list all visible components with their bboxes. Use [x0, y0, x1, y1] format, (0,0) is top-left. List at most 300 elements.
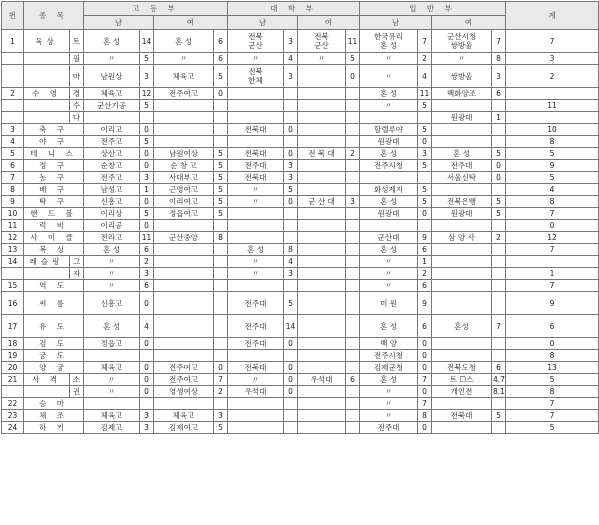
general-male-team: 〃: [360, 53, 418, 65]
general-female-team: [432, 338, 492, 350]
high-female-rank: 3: [214, 410, 228, 422]
general-male-team: 혼 성: [360, 88, 418, 100]
row-number: 15: [2, 280, 24, 292]
high-male-rank: 0: [140, 362, 154, 374]
high-male-rank: [140, 398, 154, 410]
general-female-team: [432, 220, 492, 232]
total-rank: 7: [506, 208, 599, 220]
general-male-rank: 11: [418, 88, 432, 100]
general-male-rank: 2: [418, 268, 432, 280]
high-female-rank: [214, 136, 228, 148]
general-female-rank: [492, 100, 506, 112]
general-male-team: 혼 성: [360, 374, 418, 386]
table-row: [2, 232, 599, 244]
univ-female-rank: [346, 88, 360, 100]
header-high-female: 여: [154, 16, 228, 30]
general-male-team: 할렐루야: [360, 124, 418, 136]
univ-male-school: 〃: [228, 374, 284, 386]
general-male-rank: 6: [418, 280, 432, 292]
univ-male-school: 〃: [228, 196, 284, 208]
general-female-team: 전북도청: [432, 362, 492, 374]
row-number: 24: [2, 422, 24, 434]
high-female-rank: 7: [214, 374, 228, 386]
high-male-school: [84, 398, 140, 410]
univ-male-school: 전주대: [228, 338, 284, 350]
univ-female-rank: [346, 350, 360, 362]
high-male-rank: 0: [140, 148, 154, 160]
univ-male-rank: 4: [284, 256, 298, 268]
event-name: 럭 비: [24, 220, 84, 232]
event-name: 유 도: [24, 315, 84, 338]
univ-male-rank: [284, 280, 298, 292]
general-male-rank: 5: [418, 184, 432, 196]
high-male-rank: 0: [140, 160, 154, 172]
high-male-school: 체육고: [84, 88, 140, 100]
general-female-team: 트 ☐스: [432, 374, 492, 386]
event-name: 사 이 클: [24, 232, 84, 244]
univ-female-rank: [346, 292, 360, 315]
high-female-school: 체육고: [154, 65, 214, 88]
header-general-male: 남: [360, 16, 432, 30]
general-male-rank: 4: [418, 65, 432, 88]
univ-male-school: [228, 208, 284, 220]
total-rank: 0: [506, 338, 599, 350]
univ-female-rank: 6: [346, 374, 360, 386]
high-male-school: 이리상: [84, 208, 140, 220]
univ-female-rank: [346, 244, 360, 256]
table-row: [2, 338, 599, 350]
univ-female-rank: 0: [346, 65, 360, 88]
high-male-school: 신흥고: [84, 292, 140, 315]
high-male-school: 정읍고: [84, 338, 140, 350]
general-male-rank: 0: [418, 208, 432, 220]
row-number: 19: [2, 350, 24, 362]
general-male-rank: 0: [418, 362, 432, 374]
univ-male-rank: 3: [284, 30, 298, 53]
event-sub: 트: [70, 30, 84, 53]
total-rank: 9: [506, 292, 599, 315]
table-row: [2, 374, 599, 386]
general-female-rank: [492, 292, 506, 315]
event-sub: 수: [70, 100, 84, 112]
high-male-school: 체육고: [84, 410, 140, 422]
header-university: 대 학 부: [228, 2, 360, 16]
total-rank: 8: [506, 386, 599, 398]
total-rank: 8: [506, 136, 599, 148]
event-name: 씨 름: [24, 292, 84, 315]
total-rank: 1: [506, 268, 599, 280]
univ-female-rank: 5: [346, 53, 360, 65]
total-rank: 13: [506, 362, 599, 374]
univ-male-school: 전주대: [228, 315, 284, 338]
event-name: 배 구: [24, 184, 84, 196]
table-row: [2, 256, 599, 268]
row-number: [2, 53, 24, 65]
high-female-rank: 5: [214, 184, 228, 196]
general-male-rank: [418, 172, 432, 184]
total-rank: 0: [506, 220, 599, 232]
general-female-rank: [492, 184, 506, 196]
row-number: 10: [2, 208, 24, 220]
general-female-rank: 5: [492, 196, 506, 208]
general-female-rank: 4.7: [493, 375, 505, 384]
univ-male-rank: 0: [284, 148, 298, 160]
total-rank: [506, 112, 599, 124]
high-female-rank: 0: [214, 362, 228, 374]
header-no: 번: [2, 2, 24, 30]
high-female-rank: 5: [214, 208, 228, 220]
row-number: [2, 65, 24, 88]
high-female-rank: [214, 244, 228, 256]
high-female-school: 정읍여고: [154, 208, 214, 220]
univ-male-rank: 3: [284, 268, 298, 280]
general-female-rank: 1: [492, 112, 506, 124]
row-number: 2: [2, 88, 24, 100]
univ-male-school: 〃: [228, 256, 284, 268]
high-male-school: [84, 350, 140, 362]
event-name: 수 영: [24, 88, 70, 100]
univ-male-school: 전북대: [228, 148, 284, 160]
univ-male-rank: 3: [284, 160, 298, 172]
high-male-school: 신흥고: [84, 196, 140, 208]
general-female-team: 전북대: [432, 410, 492, 422]
high-male-rank: 3: [140, 268, 154, 280]
high-female-rank: 2: [214, 386, 228, 398]
table-row: [2, 280, 599, 292]
general-female-rank: 7: [492, 30, 506, 53]
univ-female-school: [298, 112, 346, 124]
high-male-rank: 0: [140, 338, 154, 350]
row-number: 14: [2, 256, 24, 268]
high-female-school: [154, 220, 214, 232]
general-female-rank: 8.1: [493, 387, 505, 396]
general-male-team: 전주시청: [360, 160, 418, 172]
row-number: 21: [2, 374, 24, 386]
univ-male-rank: 0: [284, 124, 298, 136]
general-male-team: 〃: [360, 398, 418, 410]
event-name: 궁 도: [24, 350, 84, 362]
high-male-rank: 6: [140, 280, 154, 292]
general-female-team: 군산시청 쌍방울: [432, 30, 492, 53]
high-male-rank: 1: [140, 184, 154, 196]
event-name: 복 싱: [24, 244, 84, 256]
high-male-rank: 0: [140, 220, 154, 232]
event-name: 검 도: [24, 338, 84, 350]
table-row: [2, 184, 599, 196]
high-female-rank: 0: [214, 88, 228, 100]
univ-female-school: [298, 362, 346, 374]
general-male-team: 〃: [360, 100, 418, 112]
total-rank: 8: [506, 196, 599, 208]
general-male-team: [360, 172, 418, 184]
table-row: [2, 410, 599, 422]
event-name: [24, 386, 70, 398]
general-female-team: 〃: [432, 53, 492, 65]
general-male-team: [360, 112, 418, 124]
univ-female-school: [298, 88, 346, 100]
univ-female-rank: [346, 398, 360, 410]
general-male-rank: 7: [418, 374, 432, 386]
table-body: [2, 30, 599, 434]
event-name: [24, 112, 70, 124]
general-male-team: 〃: [360, 280, 418, 292]
table-row: [2, 53, 599, 65]
univ-male-rank: 0: [284, 386, 298, 398]
general-male-rank: 5: [418, 196, 432, 208]
header-general-female: 여: [432, 16, 506, 30]
univ-male-rank: [284, 136, 298, 148]
univ-male-school: [228, 100, 284, 112]
univ-male-school: 전주대: [228, 292, 284, 315]
table-row: [2, 112, 599, 124]
univ-female-rank: 3: [346, 196, 360, 208]
total-rank: 8: [506, 350, 599, 362]
table-row: [2, 315, 599, 338]
univ-female-school: [298, 172, 346, 184]
high-male-school: 이리고: [84, 124, 140, 136]
total-rank: 3: [506, 53, 599, 65]
high-male-rank: 4: [140, 315, 154, 338]
high-male-school: 이리공: [84, 220, 140, 232]
univ-female-rank: [346, 410, 360, 422]
univ-male-school: [228, 220, 284, 232]
general-male-rank: [418, 112, 432, 124]
row-number: 1: [2, 30, 24, 53]
univ-female-school: 군 산 대: [298, 196, 346, 208]
table-row: [2, 30, 599, 53]
total-rank: 5: [506, 148, 599, 160]
high-male-rank: 3: [140, 65, 154, 88]
high-male-rank: 0: [140, 196, 154, 208]
general-female-team: 전주대: [432, 160, 492, 172]
total-rank: 11: [506, 100, 599, 112]
high-female-school: 이리여고: [154, 196, 214, 208]
univ-male-rank: [284, 350, 298, 362]
row-number: 17: [2, 315, 24, 338]
univ-male-rank: [284, 88, 298, 100]
event-name: 테 니 스: [24, 148, 84, 160]
event-sub: 마: [70, 65, 84, 88]
table-row: [2, 398, 599, 410]
row-number: [2, 386, 24, 398]
high-female-school: [154, 136, 214, 148]
univ-female-school: [298, 410, 346, 422]
high-female-school: [154, 280, 214, 292]
general-female-team: [432, 280, 492, 292]
univ-male-rank: 0: [284, 374, 298, 386]
event-name: [24, 100, 70, 112]
univ-male-school: 전북 한체: [228, 65, 284, 88]
general-male-rank: [418, 220, 432, 232]
univ-male-school: [228, 280, 284, 292]
high-female-school: [154, 256, 214, 268]
high-female-school: [154, 112, 214, 124]
table-row: [2, 386, 599, 398]
univ-male-rank: [284, 112, 298, 124]
high-male-rank: 5: [140, 136, 154, 148]
general-male-rank: 3: [418, 148, 432, 160]
high-male-rank: 3: [140, 422, 154, 434]
high-female-rank: [214, 124, 228, 136]
univ-male-school: 혼 성: [228, 244, 284, 256]
univ-female-rank: [346, 268, 360, 280]
total-rank: 2: [506, 65, 599, 88]
high-male-school: 〃: [84, 53, 140, 65]
high-female-school: 군산중앙: [154, 232, 214, 244]
high-male-rank: 0: [140, 386, 154, 398]
high-female-school: 전주여고: [154, 362, 214, 374]
high-male-rank: 5: [140, 100, 154, 112]
univ-female-school: 전북 군산: [298, 30, 346, 53]
high-male-school: 순창고: [84, 160, 140, 172]
general-female-rank: 5: [492, 148, 506, 160]
univ-male-rank: 8: [284, 244, 298, 256]
general-male-rank: 5: [418, 160, 432, 172]
high-female-rank: [214, 350, 228, 362]
high-male-rank: 2: [140, 256, 154, 268]
high-female-rank: [214, 292, 228, 315]
high-female-school: [154, 315, 214, 338]
univ-male-school: 전북 군산: [228, 30, 284, 53]
table-row: [2, 148, 599, 160]
general-female-team: [432, 136, 492, 148]
univ-female-school: 우석대: [298, 374, 346, 386]
high-female-school: 전주여고: [154, 88, 214, 100]
general-male-team: 전주시청: [360, 350, 418, 362]
general-female-rank: 6: [492, 362, 506, 374]
sports-results-table: [1, 1, 599, 434]
univ-female-rank: 2: [346, 148, 360, 160]
general-female-rank: [492, 280, 506, 292]
high-male-rank: 12: [140, 88, 154, 100]
table-row: [2, 196, 599, 208]
high-male-rank: 3: [140, 410, 154, 422]
univ-female-school: [298, 268, 346, 280]
row-number: 7: [2, 172, 24, 184]
univ-female-rank: 11: [346, 30, 360, 53]
table-row: [2, 65, 599, 88]
general-female-team: 원광대: [432, 112, 492, 124]
row-number: 11: [2, 220, 24, 232]
high-male-rank: 0: [140, 292, 154, 315]
event-name: [24, 268, 70, 280]
high-male-school: 군산기공: [84, 100, 140, 112]
event-sub: 권: [70, 386, 84, 398]
high-female-rank: 5: [214, 172, 228, 184]
total-rank: [506, 256, 599, 268]
univ-female-rank: [346, 256, 360, 268]
general-female-rank: 5: [492, 208, 506, 220]
univ-female-school: [298, 244, 346, 256]
univ-female-rank: [346, 220, 360, 232]
univ-male-school: [228, 112, 284, 124]
general-male-team: 혼 성: [360, 315, 418, 338]
general-female-rank: [492, 338, 506, 350]
total-rank: 7: [506, 398, 599, 410]
event-name: 육상: [24, 30, 70, 53]
table-row: [2, 160, 599, 172]
event-name: [24, 53, 70, 65]
high-male-rank: 5: [140, 53, 154, 65]
general-male-rank: 6: [418, 244, 432, 256]
header-univ-male: 남: [228, 16, 298, 30]
high-female-rank: 5: [214, 422, 228, 434]
event-sub: 소: [70, 374, 84, 386]
total-rank: 7: [506, 280, 599, 292]
event-name: 체 조: [24, 410, 84, 422]
high-female-school: 영생여상: [154, 386, 214, 398]
high-female-school: 남원여상: [154, 148, 214, 160]
event-name: 축 구: [24, 124, 84, 136]
row-number: 12: [2, 232, 24, 244]
high-male-school: 혼 성: [84, 244, 140, 256]
general-female-team: [432, 398, 492, 410]
table-row: [2, 422, 599, 434]
general-female-rank: 6: [492, 88, 506, 100]
general-male-team: 김제군청: [360, 362, 418, 374]
high-male-school: 남원상: [84, 65, 140, 88]
univ-male-rank: [284, 100, 298, 112]
univ-female-rank: [346, 160, 360, 172]
general-male-team: 〃: [360, 65, 418, 88]
general-female-team: 쌍방울: [432, 65, 492, 88]
high-male-school: 〃: [84, 268, 140, 280]
univ-female-school: [298, 232, 346, 244]
high-female-school: 김제여고: [154, 422, 214, 434]
general-female-rank: 7: [492, 315, 506, 338]
univ-male-school: 〃: [228, 268, 284, 280]
general-male-rank: 9: [418, 292, 432, 315]
table-row: [2, 244, 599, 256]
high-male-rank: 14: [140, 30, 154, 53]
univ-male-school: 전주대: [228, 160, 284, 172]
high-female-rank: [214, 100, 228, 112]
header-high-school: 고 등 부: [84, 2, 228, 16]
high-female-rank: 5: [214, 65, 228, 88]
table-row: [2, 220, 599, 232]
high-male-rank: 3: [140, 172, 154, 184]
event-sub: 자: [70, 268, 84, 280]
general-male-team: 〃: [360, 410, 418, 422]
high-female-rank: [214, 256, 228, 268]
univ-male-rank: [284, 208, 298, 220]
general-female-rank: [492, 244, 506, 256]
high-female-rank: 6: [214, 53, 228, 65]
general-male-rank: 2: [418, 53, 432, 65]
total-rank: 7: [506, 410, 599, 422]
event-name: 농 구: [24, 172, 84, 184]
univ-male-rank: [284, 220, 298, 232]
high-female-school: [154, 124, 214, 136]
high-male-rank: 0: [140, 124, 154, 136]
high-male-rank: 0: [140, 374, 154, 386]
header-high-male: 남: [84, 16, 154, 30]
univ-female-school: [298, 422, 346, 434]
general-female-rank: 0: [492, 172, 506, 184]
high-female-rank: [214, 280, 228, 292]
univ-female-school: [298, 124, 346, 136]
univ-male-school: [228, 410, 284, 422]
high-female-school: [154, 350, 214, 362]
high-male-school: 〃: [84, 256, 140, 268]
total-rank: 7: [506, 30, 599, 53]
univ-male-school: 전북대: [228, 172, 284, 184]
general-male-team: 〃: [360, 268, 418, 280]
high-female-school: 사대부고: [154, 172, 214, 184]
univ-female-school: [298, 256, 346, 268]
general-male-rank: 1: [418, 256, 432, 268]
univ-female-rank: [346, 232, 360, 244]
